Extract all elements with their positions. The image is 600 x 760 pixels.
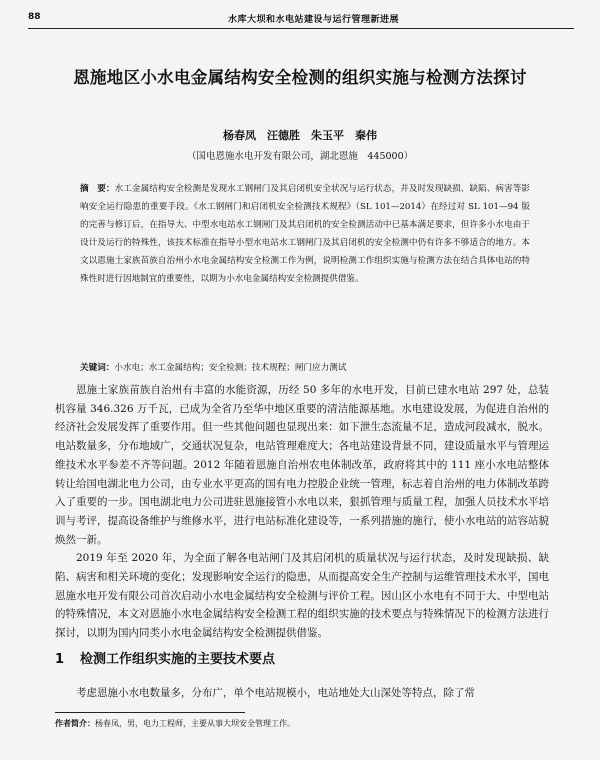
article-title: 恩施地区小水电金属结构安全检测的组织实施与检测方法探讨 — [73, 68, 527, 87]
abstract-label: 摘 要： — [80, 184, 115, 194]
affiliation: （国电恩施水电开发有限公司，湖北恩施 445000） — [186, 151, 414, 162]
abstract-text: 水工金属结构安全检测是发现水工钢闸门及其启闭机安全状况与运行状态，并及时发现缺损、缺陷、病害等影响安全运行隐患的重要手段。《水工钢闸门和启闭机安全检测技术规程》（SL 101—2014）在经过对 SL 101—94 版的完善与修订后，在指导大、中型水电站水工钢闸门及其启闭机的安全检测活动中已基本满足要求，但许多小水电由于设计及运行的特殊性，该技术标准在指导小型水电站水工钢闸门及其启闭机的安全检测中仍有许多不够适合的地方。本文以恩施土家族苗族自治州小水电金属结构安全检测工作为例，说明检测工作组织实施与检测方法在结合具体电站的特殊性时进行因地制宜的重要性，以期为小水电金属结构安全检测提供借鉴。 — [80, 184, 530, 284]
abstract — [80, 180, 530, 288]
author-list: 杨春凤 汪德胜 朱玉平 秦伟 — [223, 129, 377, 142]
paragraph: 恩施土家族苗族自治州有丰富的水能资源，历经 50 多年的水电开发，目前已建水电站 297 处，总装机容量 346.326 万千瓦，已成为全省乃至华中地区重要的清洁能源基地。水电建设发展，为促进自治州的经济社会发展发挥了重要作用。但一些其他问题也显现出来：如下泄生态流量不足，造成河段减水，脱水。电站数量多，分布地域广，交通状况复杂，电站管理难度大；各电站建设背景不同，建设质量水平与管理运维技术水平参差不齐等问题。2012 年随着恩施自治州农电体制改革，政府将其中的 111 座小水电站整体转让给国电湖北电力公司，由专业水平更高的国有电力控股企业统一管理，标志着自治州的电力体制改革跨入了重要的一步。国电湖北电力公司进驻恩施接管小水电以来，狠抓管理与质量工程，加强人员技术水平培训与考评，提高设备维护与维修水平，进行电站标准化建设等，一系列措施的施行，使小水电站的站容站貌焕然一新。 — [55, 384, 549, 546]
running-header — [28, 12, 574, 29]
body-text — [55, 381, 549, 643]
footnote-divider — [55, 712, 245, 713]
section-heading — [55, 648, 275, 667]
section-number: 1 — [55, 652, 65, 667]
footnote — [55, 718, 295, 729]
paragraph: 2019 年至 2020 年，为全面了解各电站闸门及其启闭机的质量状况与运行状态，及时发现缺损、缺陷、病害和相关环境的变化；发现影响安全运行的隐患，从而提高安全生产控制与运维管理技术水平，国电恩施水电开发有限公司首次启动小水电金属结构安全检测与评价工程。因山区小水电有不同于大、中型电站的特殊情况，本文对恩施小水电金属结构安全检测工程的组织实施的技术要点与特殊情况下的检测方法进行探讨，以期为国内同类小水电金属结构安全检测提供借鉴。 — [55, 552, 549, 640]
section-title: 检测工作组织实施的主要技术要点 — [80, 652, 276, 667]
running-title: 水库大坝和水电站建设与运行管理新进展 — [228, 15, 400, 25]
keywords-text: 小水电；水工金属结构；安全检测；技术规程；闸门应力测试 — [114, 363, 347, 373]
footnote-label: 作者简介： — [55, 718, 95, 728]
footnote-text: 杨春凤，男，电力工程师，主要从事大坝安全管理工作。 — [95, 719, 295, 728]
keywords — [80, 359, 530, 377]
section-paragraph: 考虑恩施小水电数量多，分布广，单个电站规模小，电站地处大山深处等特点，除了常 — [76, 687, 475, 699]
page-number: 88 — [28, 12, 41, 22]
keywords-label: 关键词： — [80, 363, 115, 373]
